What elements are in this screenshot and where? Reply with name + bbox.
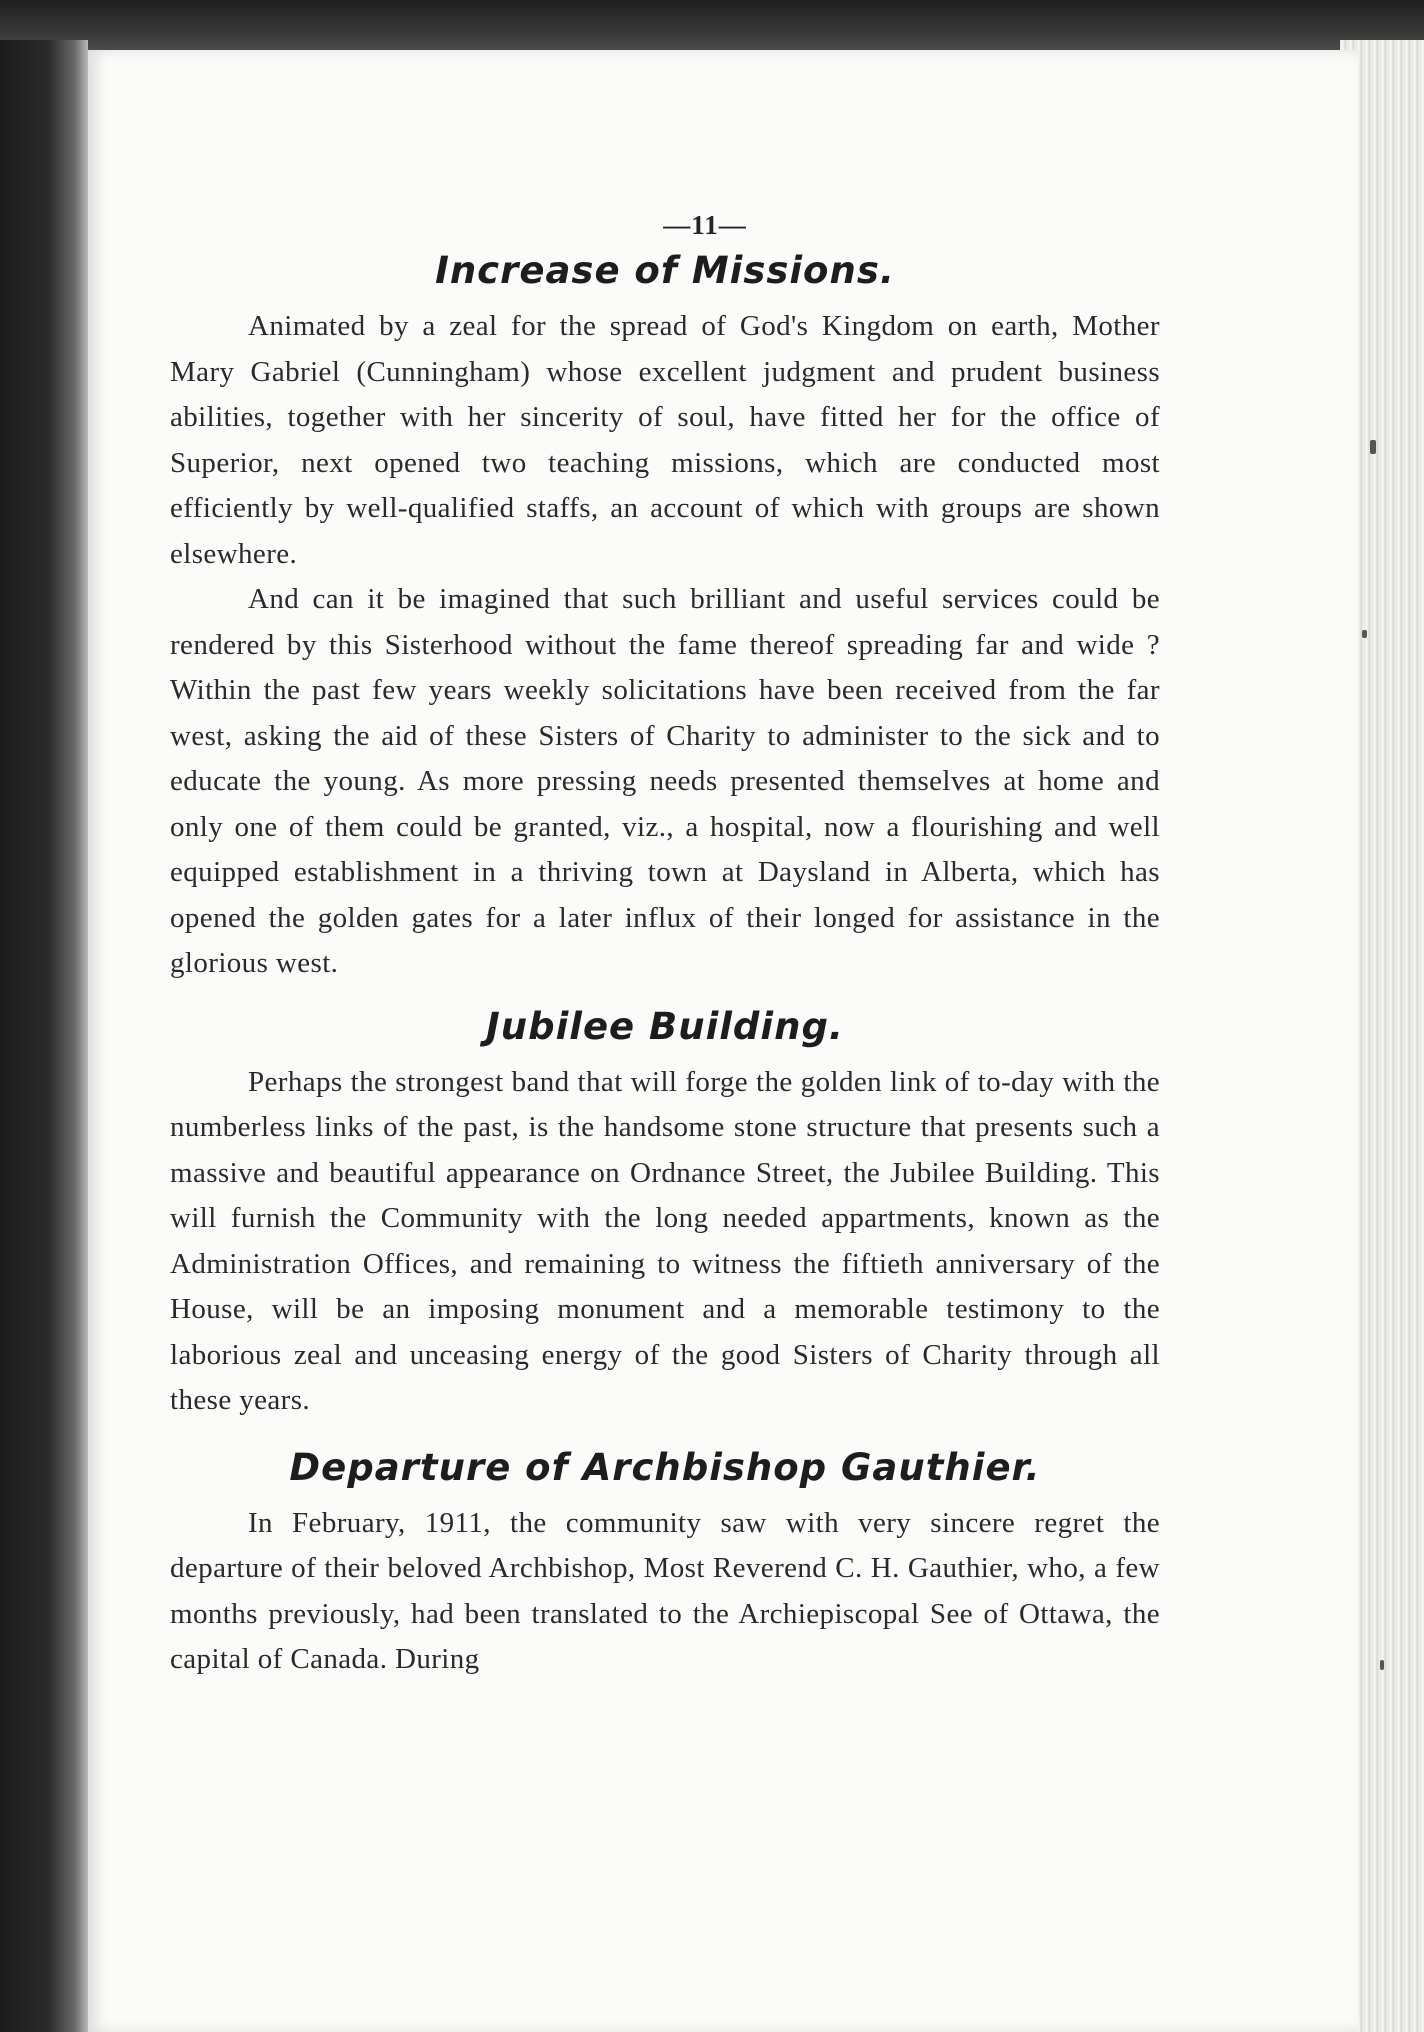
fore-edge-mark xyxy=(1362,630,1367,638)
fore-edge-mark xyxy=(1370,440,1376,454)
paragraph-missions-1: Animated by a zeal for the spread of God's Kingdom on earth, Mother Mary Gabriel (Cunningham) whose excellent judgment and prudent business abilities, together with her sincerity of soul, have fitted her for the office of Superior, next opened two teaching missions, which are conducted most efficiently by well-qualified staffs, an account of which with groups are shown elsewhere. xyxy=(170,310,1160,570)
paragraph-missions-2: And can it be imagined that such brilliant and useful services could be rendered by this Sisterhood without the fame thereof spreading far and wide ? Within the past few years weekly solicitations have been received from the far west, asking the aid of these Sisters of Charity to administer to the sick and to educate the young. As more pressing needs presented themselves at home and only one of them could be granted, viz., a hospital, now a flourishing and well equipped establishment in a thriving town at Daysland in Alberta, which has opened the golden gates for a later influx of their longed for assistance in the glorious west. xyxy=(170,583,1160,979)
heading-departure-of-archbishop: Departure of Archbishop Gauthier. xyxy=(289,1445,1041,1489)
page-number: —11— xyxy=(663,210,747,240)
heading-jubilee-building: Jubilee Building. xyxy=(486,1004,844,1048)
page-content xyxy=(170,210,1160,1683)
paragraph-departure-1: In February, 1911, the community saw with very sincere regret the departure of their beloved Archbishop, Most Reverend C. H. Gauthier, who, a few months previously, had been translated to the Archiepiscopal See of Ottawa, the capital of Canada. During xyxy=(170,1506,1160,1675)
heading-increase-of-missions: Increase of Missions. xyxy=(435,249,895,292)
paragraph-jubilee-1: Perhaps the strongest band that will forge the golden link of to-day with the numberless links of the past, is the handsome stone structure that presents such a massive and beautiful appearance on Ordnance Street, the Jubilee Building. This will furnish the Community with the long needed appartments, known as the Administration Offices, and remaining to witness the fiftieth anniversary of the House, will be an imposing monument and a memorable testimony to the laborious zeal and unceasing energy of the good Sisters of Charity through all these years. xyxy=(170,1065,1160,1416)
fore-edge-mark xyxy=(1380,1660,1384,1670)
book-gutter xyxy=(0,40,88,2032)
